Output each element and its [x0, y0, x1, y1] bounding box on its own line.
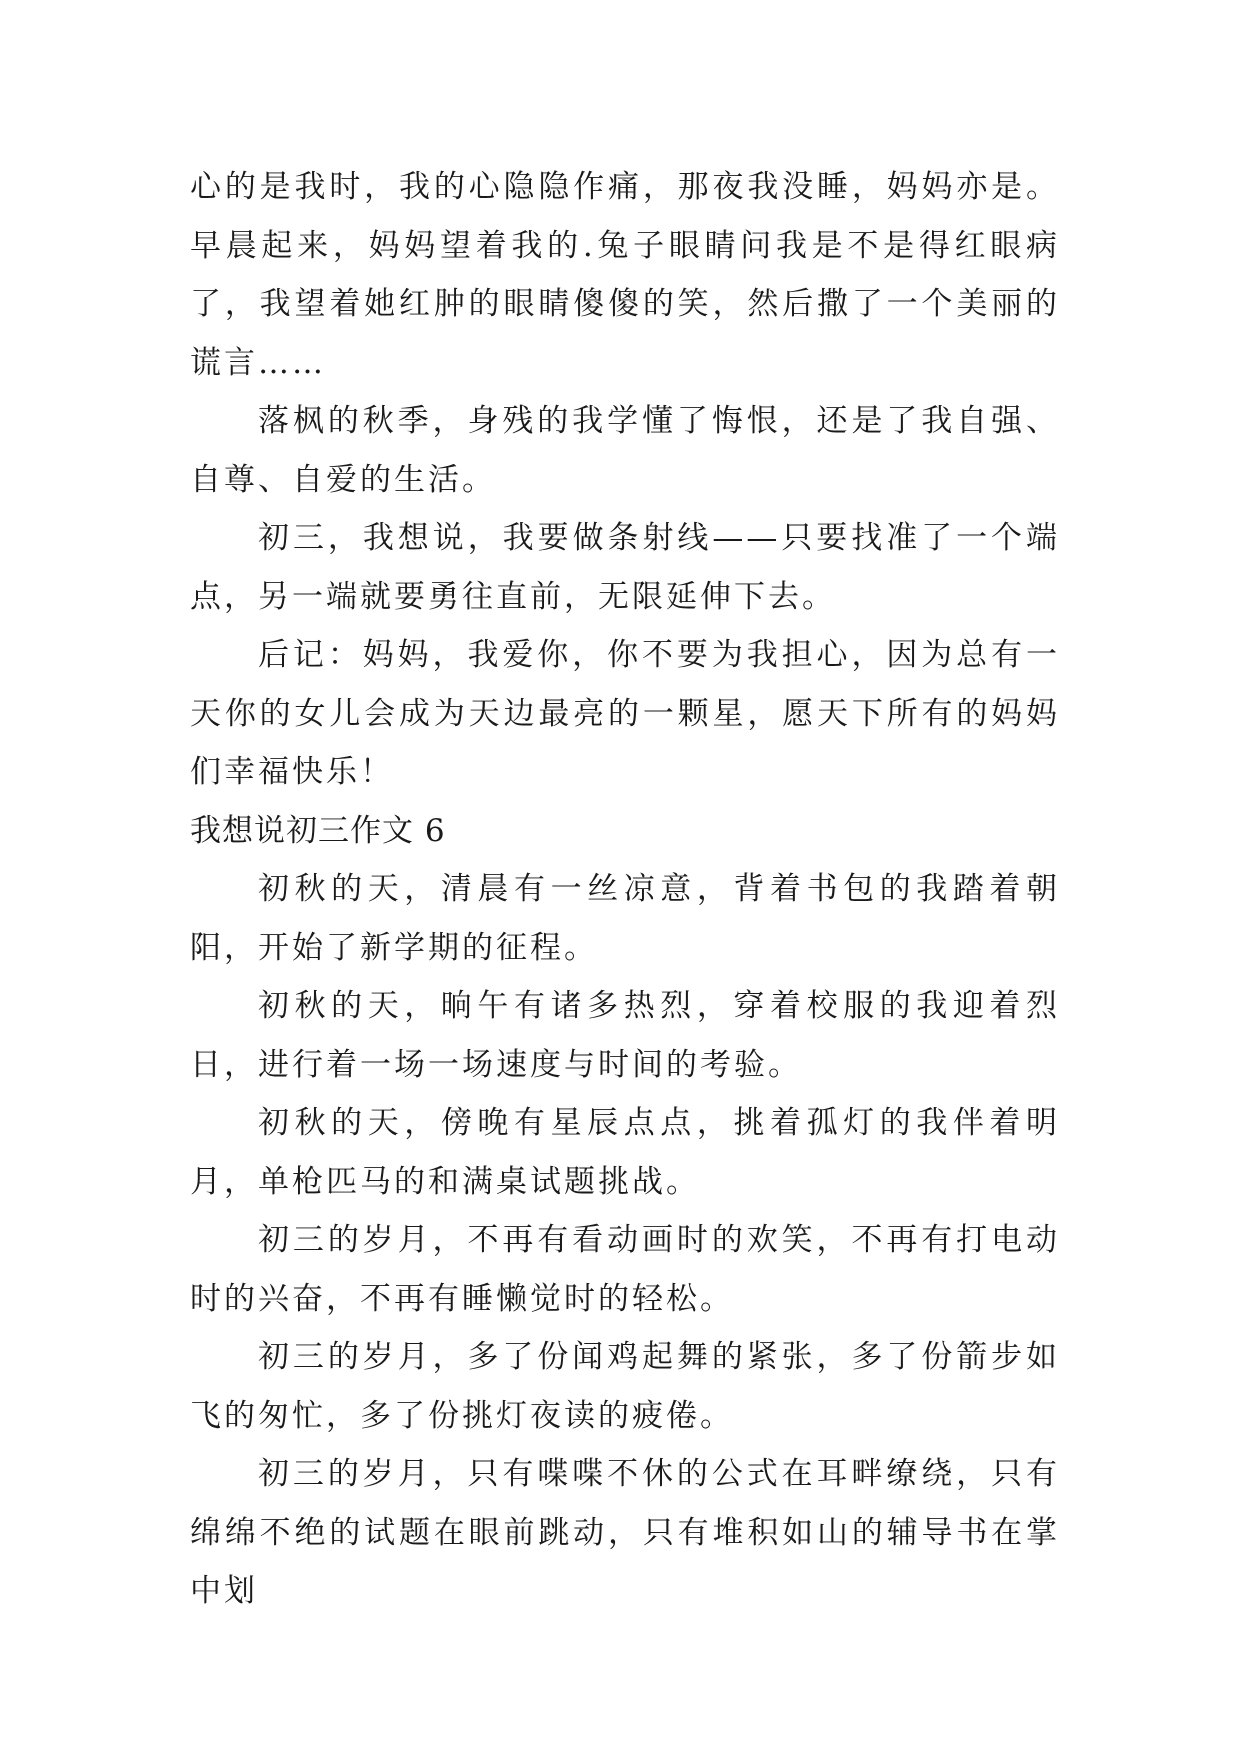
paragraph: 初秋的天，傍晚有星辰点点，挑着孤灯的我伴着明月，单枪匹马的和满桌试题挑战。 [190, 1105, 1060, 1200]
paragraph: 落枫的秋季，身残的我学懂了悔恨，还是了我自强、自尊、自爱的生活。 [190, 403, 1060, 498]
section-title: 我想说初三作文 6 [190, 812, 446, 849]
paragraph: 心的是我时，我的心隐隐作痛，那夜我没睡，妈妈亦是。早晨起来，妈妈望着我的.兔子眼睛问我是不是得红眼病了，我望着她红肿的眼睛傻傻的笑，然后撒了一个美丽的谎言…… [190, 169, 1060, 381]
paragraph: 初三的岁月，多了份闻鸡起舞的紧张，多了份箭步如飞的匆忙，多了份挑灯夜读的疲倦。 [190, 1339, 1060, 1434]
paragraph: 后记：妈妈，我爱你，你不要为我担心，因为总有一天你的女儿会成为天边最亮的一颗星，愿天下所有的妈妈们幸福快乐！ [190, 637, 1060, 790]
document-body [190, 158, 1060, 1621]
paragraph: 初三的岁月，只有喋喋不休的公式在耳畔缭绕，只有绵绵不绝的试题在眼前跳动，只有堆积如山的辅导书在掌中划 [190, 1456, 1060, 1609]
paragraph: 初秋的天，清晨有一丝凉意，背着书包的我踏着朝阳，开始了新学期的征程。 [190, 871, 1060, 966]
paragraph: 初三的岁月，不再有看动画时的欢笑，不再有打电动时的兴奋，不再有睡懒觉时的轻松。 [190, 1222, 1060, 1317]
paragraph: 初秋的天，晌午有诸多热烈，穿着校服的我迎着烈日，进行着一场一场速度与时间的考验。 [190, 988, 1060, 1083]
paragraph: 初三，我想说，我要做条射线——只要找准了一个端点，另一端就要勇往直前，无限延伸下去。 [190, 520, 1060, 615]
